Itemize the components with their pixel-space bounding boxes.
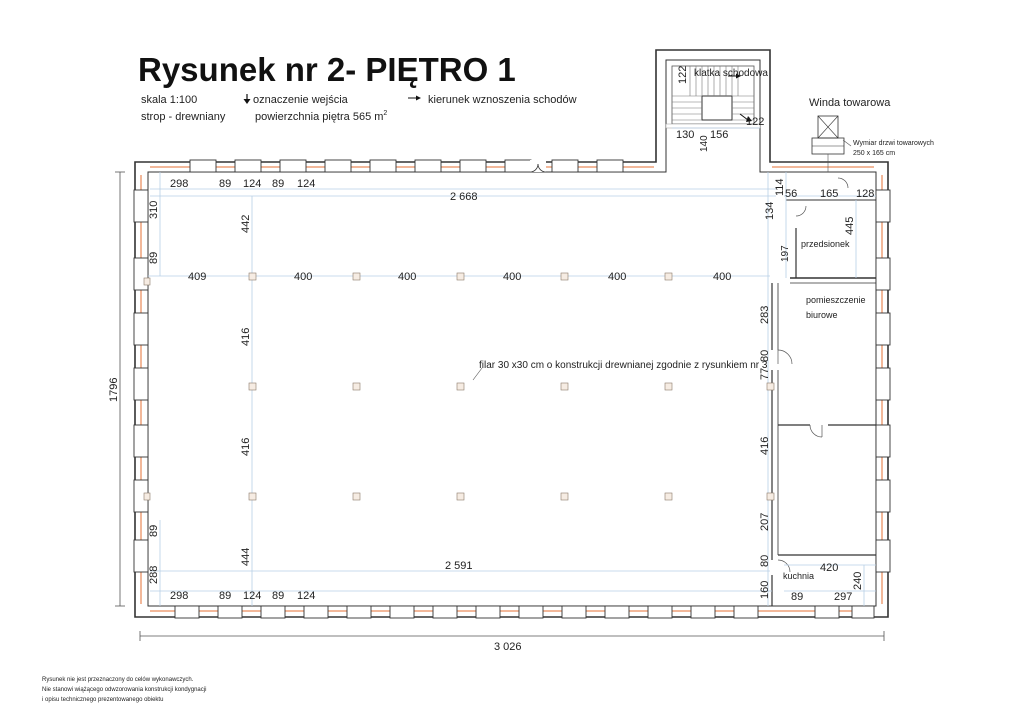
dim-left-89b: 89 [148, 524, 160, 537]
plan-title: Rysunek nr 2- PIĘTRO 1 [138, 51, 516, 88]
dim-top-89a: 89 [219, 178, 232, 190]
dim-bottom-2591: 2 591 [445, 560, 473, 572]
pillars [144, 273, 774, 500]
dim-col-416a: 416 [240, 327, 252, 346]
freight-door-title: Wymiar drzwi towarowych [853, 140, 934, 147]
dim-bot-124b: 124 [297, 590, 316, 602]
dim-top-124b: 124 [297, 178, 316, 190]
stairwell-label: klatka schodowa [694, 68, 768, 79]
legend-stairs-direction: kierunek wznoszenia schodów [428, 94, 577, 106]
dim-r-197: 197 [780, 245, 791, 262]
dim-r-445: 445 [844, 216, 856, 235]
dim-bot-89a: 89 [219, 590, 232, 602]
dim-r-114: 114 [774, 178, 786, 196]
dim-r-207: 207 [759, 512, 771, 531]
dim-row-400e: 400 [713, 271, 732, 283]
dim-bot-124a: 124 [243, 590, 262, 602]
dim-row-400c: 400 [503, 271, 522, 283]
legend-entrance: oznaczenie wejścia [253, 94, 348, 106]
dim-col-416b: 416 [240, 437, 252, 456]
dim-top-2668: 2 668 [450, 191, 478, 203]
freight-door-size: 250 x 165 cm [853, 150, 896, 157]
dim-row-400d: 400 [608, 271, 627, 283]
dim-r-240: 240 [852, 571, 864, 590]
dim-bot-298: 298 [170, 590, 189, 602]
freight-elevator-icon [812, 116, 844, 172]
office-label-line2: biurowe [806, 310, 838, 320]
dim-total-width: 3 026 [494, 641, 522, 653]
legend-area: powierzchnia piętra 565 $m^2$ [255, 110, 388, 123]
dim-r-77: 77 [759, 367, 771, 380]
stairs-direction-arrow-icon [408, 96, 421, 101]
dim-r-297: 297 [834, 591, 853, 603]
dim-r-134: 134 [764, 201, 776, 220]
dim-row-409: 409 [188, 271, 207, 283]
freight-elevator-label: Winda towarowa [809, 97, 891, 109]
dim-r-80b: 80 [759, 554, 771, 567]
dim-r-56: 56 [785, 188, 798, 200]
dim-top-89b: 89 [272, 178, 285, 190]
disclaimer-line2: Nie stanowi wiążącego odwzorowania konstrukcji kondygnacji [42, 687, 207, 693]
dim-stair-122a: 122 [677, 65, 689, 84]
dim-left-310: 310 [148, 200, 160, 219]
dim-bot-89b: 89 [272, 590, 285, 602]
dim-col-442: 442 [240, 214, 252, 233]
disclaimer-line1: Rysunek nie jest przeznaczony do celów wykonawczych. [42, 677, 194, 683]
dim-r-416: 416 [759, 436, 771, 455]
dim-r-89: 89 [791, 591, 804, 603]
door-arcs [778, 178, 848, 572]
office-label-line1: pomieszczenie [806, 295, 866, 305]
dim-r-420: 420 [820, 562, 839, 574]
disclaimer-line3: i opisu technicznego prezentowanego obiektu [42, 697, 164, 703]
dim-top-298: 298 [170, 178, 189, 190]
dim-stair-130: 130 [676, 129, 695, 141]
dim-stair-122b: 122 [746, 116, 765, 128]
dim-left-288: 288 [148, 565, 160, 584]
entrance-arrow-icon [244, 94, 251, 104]
vestibule-label: przedsionek [801, 239, 850, 249]
dim-left-89a: 89 [148, 251, 160, 264]
dim-r-283: 283 [759, 305, 771, 324]
dim-row-400a: 400 [294, 271, 313, 283]
dim-col-444: 444 [240, 547, 252, 566]
dim-total-height: 1796 [108, 377, 120, 402]
dim-r-160: 160 [759, 580, 771, 599]
dim-row-400b: 400 [398, 271, 417, 283]
top-door-icon [530, 160, 546, 172]
legend-scale: skala 1:100 [141, 94, 198, 106]
legend-ceiling: strop - drewniany [141, 111, 226, 123]
kitchen-label: kuchnia [783, 571, 815, 581]
dim-r-128: 128 [856, 188, 875, 200]
dim-stair-140: 140 [699, 135, 710, 152]
dimension-lines [115, 172, 884, 641]
dim-r-80a: 80 [759, 349, 771, 362]
dim-top-124a: 124 [243, 178, 262, 190]
dim-r-165: 165 [820, 188, 839, 200]
dim-stair-156: 156 [710, 129, 729, 141]
pillar-note: filar 30 x30 cm o konstrukcji drewnianej zgodnie z rysunkiem nr 3 [479, 360, 768, 371]
